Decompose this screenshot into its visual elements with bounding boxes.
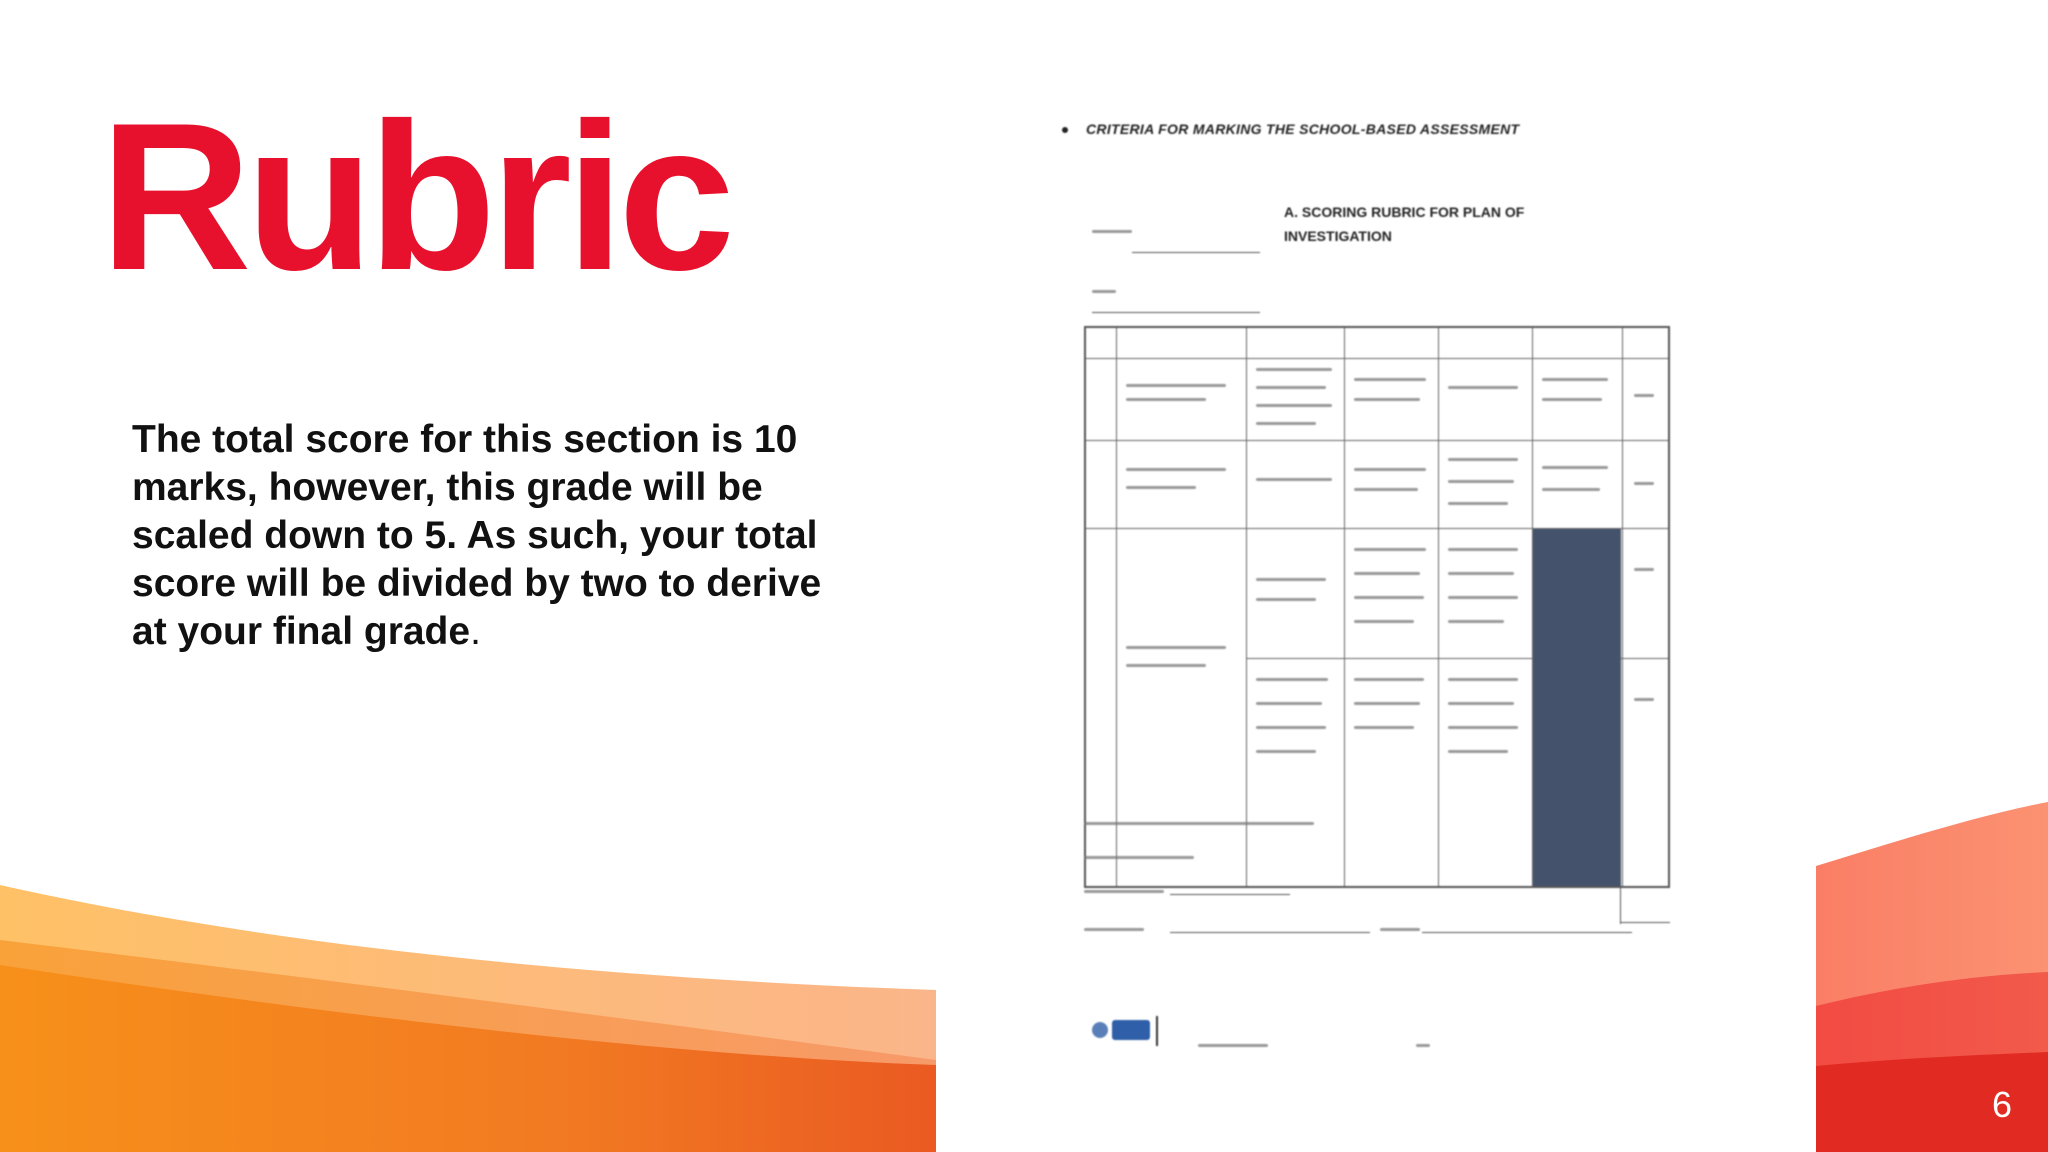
page-number: 6 bbox=[1991, 1084, 2012, 1125]
red-wave-dark bbox=[1816, 1052, 2048, 1152]
slide-title: Rubric bbox=[100, 79, 730, 314]
document-subheading: A. SCORING RUBRIC FOR PLAN OF INVESTIGATION bbox=[1284, 204, 1525, 244]
body-text: The total score for this section is 10 marks, however, this grade will be scaled down to 5. As such, your total score will be divided by two to derive at your final grade bbox=[132, 418, 822, 653]
document-heading: CRITERIA FOR MARKING THE SCHOOL-BASED ASSESSMENT bbox=[1086, 121, 1520, 137]
examination-council-logo bbox=[1090, 1012, 1188, 1048]
date-field-line bbox=[1092, 312, 1260, 313]
body-trailing-period: . bbox=[470, 610, 481, 653]
body-paragraph bbox=[132, 416, 832, 656]
rubric-table bbox=[1084, 326, 1670, 888]
document-bullet bbox=[1062, 127, 1068, 133]
shaded-cell bbox=[1533, 529, 1621, 886]
date-field-label bbox=[1092, 290, 1116, 293]
name-field-line bbox=[1132, 252, 1260, 253]
name-field-label bbox=[1092, 230, 1132, 233]
rubric-document-image bbox=[1040, 110, 1680, 1100]
